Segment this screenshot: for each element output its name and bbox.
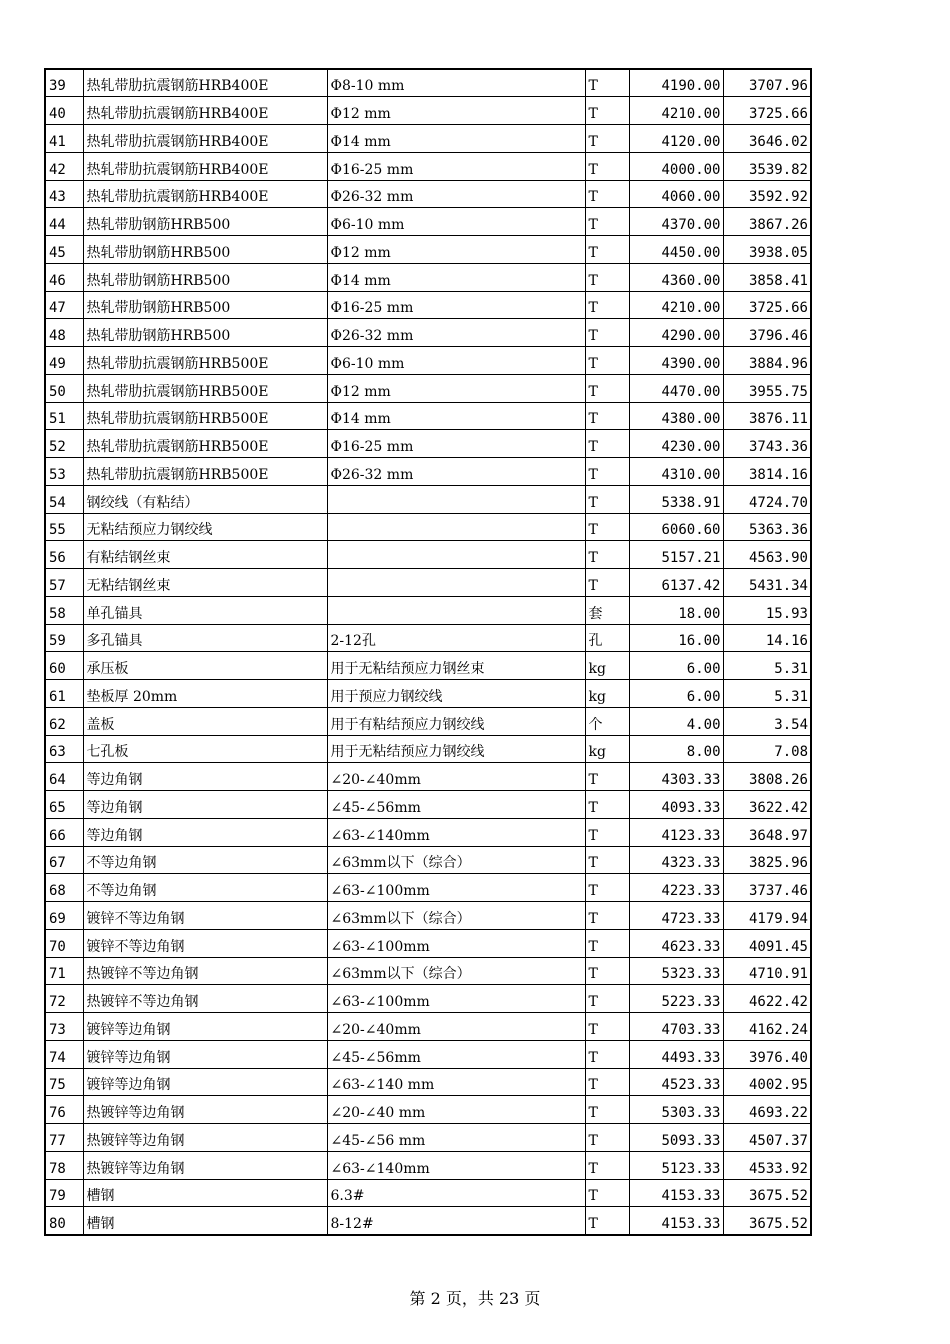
item-spec: ∠63-∠140mm (327, 818, 585, 846)
item-unit: T (585, 1179, 629, 1207)
table-row (45, 97, 811, 125)
item-unit: T (585, 402, 629, 430)
item-unit: T (585, 347, 629, 375)
price-with-tax: 4493.33 (629, 1040, 723, 1068)
item-spec: Φ16-25 mm (327, 430, 585, 458)
price-without-tax: 3539.82 (723, 152, 811, 180)
row-number: 47 (45, 291, 83, 319)
item-spec: ∠63-∠100mm (327, 985, 585, 1013)
price-without-tax: 4179.94 (723, 902, 811, 930)
row-number: 43 (45, 180, 83, 208)
item-name: 无粘结预应力钢绞线 (83, 513, 327, 541)
price-without-tax: 5363.36 (723, 513, 811, 541)
item-spec: 8-12# (327, 1207, 585, 1235)
item-spec: Φ12 mm (327, 236, 585, 264)
item-unit: T (585, 1207, 629, 1235)
price-without-tax: 4533.92 (723, 1151, 811, 1179)
item-spec: ∠45-∠56 mm (327, 1124, 585, 1152)
price-without-tax: 3592.92 (723, 180, 811, 208)
price-without-tax: 3938.05 (723, 236, 811, 264)
item-spec: 6.3# (327, 1179, 585, 1207)
price-with-tax: 5093.33 (629, 1124, 723, 1152)
table-row (45, 846, 811, 874)
price-without-tax: 4563.90 (723, 541, 811, 569)
row-number: 44 (45, 208, 83, 236)
price-with-tax: 4723.33 (629, 902, 723, 930)
item-unit: T (585, 236, 629, 264)
row-number: 53 (45, 458, 83, 486)
table-row (45, 347, 811, 375)
price-with-tax: 18.00 (629, 596, 723, 624)
price-without-tax: 3725.66 (723, 97, 811, 125)
item-unit: T (585, 1096, 629, 1124)
item-unit: T (585, 1068, 629, 1096)
price-with-tax: 4153.33 (629, 1179, 723, 1207)
price-without-tax: 3976.40 (723, 1040, 811, 1068)
item-unit: T (585, 458, 629, 486)
item-name: 热轧带肋抗震钢筋HRB400E (83, 69, 327, 97)
item-spec: Φ6-10 mm (327, 208, 585, 236)
item-spec: Φ26-32 mm (327, 319, 585, 347)
table-row (45, 735, 811, 763)
item-unit: T (585, 791, 629, 819)
table-row (45, 1068, 811, 1096)
item-name: 不等边角钢 (83, 846, 327, 874)
price-with-tax: 4323.33 (629, 846, 723, 874)
item-name: 热镀锌等边角钢 (83, 1124, 327, 1152)
item-name: 热镀锌等边角钢 (83, 1151, 327, 1179)
row-number: 57 (45, 569, 83, 597)
item-unit: T (585, 374, 629, 402)
price-with-tax: 4120.00 (629, 125, 723, 153)
price-without-tax: 3646.02 (723, 125, 811, 153)
item-name: 热镀锌等边角钢 (83, 1096, 327, 1124)
item-name: 热轧带肋抗震钢筋HRB400E (83, 125, 327, 153)
item-spec: ∠20-∠40mm (327, 1013, 585, 1041)
item-name: 垫板厚 20mm (83, 680, 327, 708)
row-number: 80 (45, 1207, 83, 1235)
item-unit: T (585, 513, 629, 541)
row-number: 61 (45, 680, 83, 708)
table-row (45, 985, 811, 1013)
item-spec (327, 513, 585, 541)
price-with-tax: 4230.00 (629, 430, 723, 458)
item-name: 单孔锚具 (83, 596, 327, 624)
price-with-tax: 6.00 (629, 652, 723, 680)
item-name: 承压板 (83, 652, 327, 680)
item-spec: Φ26-32 mm (327, 458, 585, 486)
price-with-tax: 4360.00 (629, 263, 723, 291)
row-number: 60 (45, 652, 83, 680)
item-unit: kg (585, 680, 629, 708)
item-spec (327, 485, 585, 513)
table-row (45, 652, 811, 680)
item-name: 七孔板 (83, 735, 327, 763)
price-without-tax: 3796.46 (723, 319, 811, 347)
item-unit: 个 (585, 707, 629, 735)
item-name: 有粘结钢丝束 (83, 541, 327, 569)
item-unit: T (585, 180, 629, 208)
item-spec: Φ26-32 mm (327, 180, 585, 208)
item-name: 等边角钢 (83, 818, 327, 846)
price-without-tax: 7.08 (723, 735, 811, 763)
row-number: 46 (45, 263, 83, 291)
price-with-tax: 4703.33 (629, 1013, 723, 1041)
item-name: 镀锌等边角钢 (83, 1040, 327, 1068)
price-table (44, 68, 812, 1236)
item-spec: Φ16-25 mm (327, 291, 585, 319)
row-number: 59 (45, 624, 83, 652)
row-number: 50 (45, 374, 83, 402)
table-row (45, 902, 811, 930)
price-without-tax: 4693.22 (723, 1096, 811, 1124)
item-unit: T (585, 763, 629, 791)
item-name: 不等边角钢 (83, 874, 327, 902)
price-with-tax: 4470.00 (629, 374, 723, 402)
item-name: 热轧带肋抗震钢筋HRB400E (83, 97, 327, 125)
price-with-tax: 5303.33 (629, 1096, 723, 1124)
item-spec: 用于有粘结预应力钢绞线 (327, 707, 585, 735)
item-unit: T (585, 541, 629, 569)
row-number: 58 (45, 596, 83, 624)
item-unit: T (585, 1040, 629, 1068)
item-unit: T (585, 125, 629, 153)
item-spec: Φ6-10 mm (327, 347, 585, 375)
item-name: 热轧带肋钢筋HRB500 (83, 236, 327, 264)
table-row (45, 430, 811, 458)
price-with-tax: 4390.00 (629, 347, 723, 375)
item-name: 镀锌等边角钢 (83, 1068, 327, 1096)
price-without-tax: 4622.42 (723, 985, 811, 1013)
table-row (45, 402, 811, 430)
item-unit: T (585, 902, 629, 930)
row-number: 48 (45, 319, 83, 347)
row-number: 68 (45, 874, 83, 902)
table-row (45, 1124, 811, 1152)
item-unit: T (585, 846, 629, 874)
item-name: 热轧带肋钢筋HRB500 (83, 291, 327, 319)
item-name: 无粘结钢丝束 (83, 569, 327, 597)
item-spec: Φ14 mm (327, 125, 585, 153)
price-without-tax: 3.54 (723, 707, 811, 735)
table-row (45, 1151, 811, 1179)
item-name: 等边角钢 (83, 791, 327, 819)
table-row (45, 680, 811, 708)
item-unit: T (585, 319, 629, 347)
row-number: 49 (45, 347, 83, 375)
item-name: 盖板 (83, 707, 327, 735)
row-number: 62 (45, 707, 83, 735)
item-spec: ∠45-∠56mm (327, 791, 585, 819)
item-spec: ∠63-∠140 mm (327, 1068, 585, 1096)
item-name: 热轧带肋抗震钢筋HRB500E (83, 347, 327, 375)
row-number: 76 (45, 1096, 83, 1124)
item-name: 镀锌等边角钢 (83, 1013, 327, 1041)
row-number: 70 (45, 929, 83, 957)
item-name: 镀锌不等边角钢 (83, 902, 327, 930)
price-with-tax: 4223.33 (629, 874, 723, 902)
table-row (45, 763, 811, 791)
row-number: 69 (45, 902, 83, 930)
item-name: 等边角钢 (83, 763, 327, 791)
row-number: 51 (45, 402, 83, 430)
page-footer: 第 2 页，共 23 页 (409, 1289, 541, 1308)
item-unit: T (585, 1151, 629, 1179)
row-number: 45 (45, 236, 83, 264)
price-without-tax: 3867.26 (723, 208, 811, 236)
item-unit: kg (585, 735, 629, 763)
row-number: 52 (45, 430, 83, 458)
price-without-tax: 3743.36 (723, 430, 811, 458)
table-row (45, 1179, 811, 1207)
item-unit: T (585, 1124, 629, 1152)
price-without-tax: 4162.24 (723, 1013, 811, 1041)
price-with-tax: 4370.00 (629, 208, 723, 236)
row-number: 54 (45, 485, 83, 513)
price-without-tax: 3858.41 (723, 263, 811, 291)
price-without-tax: 3825.96 (723, 846, 811, 874)
item-name: 热轧带肋抗震钢筋HRB400E (83, 180, 327, 208)
item-spec: ∠45-∠56mm (327, 1040, 585, 1068)
row-number: 56 (45, 541, 83, 569)
item-spec (327, 569, 585, 597)
item-spec: 用于无粘结预应力钢绞线 (327, 735, 585, 763)
price-with-tax: 4210.00 (629, 97, 723, 125)
price-with-tax: 16.00 (629, 624, 723, 652)
price-without-tax: 15.93 (723, 596, 811, 624)
row-number: 72 (45, 985, 83, 1013)
price-without-tax: 4507.37 (723, 1124, 811, 1152)
price-with-tax: 4310.00 (629, 458, 723, 486)
price-with-tax: 4523.33 (629, 1068, 723, 1096)
item-unit: T (585, 208, 629, 236)
table-row (45, 624, 811, 652)
row-number: 42 (45, 152, 83, 180)
price-with-tax: 4623.33 (629, 929, 723, 957)
item-spec: Φ12 mm (327, 97, 585, 125)
row-number: 55 (45, 513, 83, 541)
item-name: 热轧带肋抗震钢筋HRB400E (83, 152, 327, 180)
price-without-tax: 3876.11 (723, 402, 811, 430)
item-spec: 用于预应力钢绞线 (327, 680, 585, 708)
price-with-tax: 6.00 (629, 680, 723, 708)
table-row (45, 180, 811, 208)
table-row (45, 513, 811, 541)
item-spec: ∠20-∠40 mm (327, 1096, 585, 1124)
row-number: 40 (45, 97, 83, 125)
table-row (45, 485, 811, 513)
price-with-tax: 6137.42 (629, 569, 723, 597)
table-row (45, 1207, 811, 1235)
table-row (45, 1040, 811, 1068)
row-number: 74 (45, 1040, 83, 1068)
price-without-tax: 5.31 (723, 680, 811, 708)
row-number: 65 (45, 791, 83, 819)
item-unit: T (585, 569, 629, 597)
price-without-tax: 5431.34 (723, 569, 811, 597)
price-without-tax: 3648.97 (723, 818, 811, 846)
row-number: 67 (45, 846, 83, 874)
price-with-tax: 8.00 (629, 735, 723, 763)
item-name: 热镀锌不等边角钢 (83, 957, 327, 985)
table-row (45, 125, 811, 153)
table-row (45, 957, 811, 985)
price-without-tax: 3707.96 (723, 69, 811, 97)
price-with-tax: 4123.33 (629, 818, 723, 846)
table-row (45, 263, 811, 291)
price-with-tax: 4380.00 (629, 402, 723, 430)
item-name: 多孔锚具 (83, 624, 327, 652)
price-without-tax: 5.31 (723, 652, 811, 680)
price-without-tax: 3622.42 (723, 791, 811, 819)
price-with-tax: 4.00 (629, 707, 723, 735)
item-name: 热轧带肋抗震钢筋HRB500E (83, 458, 327, 486)
table-row (45, 929, 811, 957)
item-unit: T (585, 957, 629, 985)
price-without-tax: 4710.91 (723, 957, 811, 985)
item-spec: Φ14 mm (327, 402, 585, 430)
item-unit: T (585, 485, 629, 513)
price-without-tax: 3884.96 (723, 347, 811, 375)
price-with-tax: 5323.33 (629, 957, 723, 985)
item-name: 镀锌不等边角钢 (83, 929, 327, 957)
table-row (45, 596, 811, 624)
table-row (45, 291, 811, 319)
price-with-tax: 4190.00 (629, 69, 723, 97)
row-number: 78 (45, 1151, 83, 1179)
price-with-tax: 4290.00 (629, 319, 723, 347)
row-number: 64 (45, 763, 83, 791)
item-spec: Φ16-25 mm (327, 152, 585, 180)
item-spec: ∠63-∠100mm (327, 874, 585, 902)
item-unit: T (585, 985, 629, 1013)
item-unit: kg (585, 652, 629, 680)
item-unit: T (585, 97, 629, 125)
row-number: 71 (45, 957, 83, 985)
price-without-tax: 4091.45 (723, 929, 811, 957)
item-unit: T (585, 152, 629, 180)
item-spec (327, 596, 585, 624)
price-with-tax: 4000.00 (629, 152, 723, 180)
price-without-tax: 3737.46 (723, 874, 811, 902)
item-unit: T (585, 1013, 629, 1041)
item-unit: 孔 (585, 624, 629, 652)
table-row (45, 707, 811, 735)
price-without-tax: 3808.26 (723, 763, 811, 791)
table-row (45, 208, 811, 236)
price-with-tax: 4450.00 (629, 236, 723, 264)
item-spec: ∠63mm以下（综合） (327, 902, 585, 930)
row-number: 63 (45, 735, 83, 763)
table-row (45, 374, 811, 402)
table-row (45, 458, 811, 486)
item-name: 钢绞线（有粘结） (83, 485, 327, 513)
price-without-tax: 4724.70 (723, 485, 811, 513)
price-without-tax: 3725.66 (723, 291, 811, 319)
table-row (45, 1096, 811, 1124)
table-row (45, 1013, 811, 1041)
item-spec: Φ14 mm (327, 263, 585, 291)
price-with-tax: 5338.91 (629, 485, 723, 513)
item-spec (327, 541, 585, 569)
item-name: 槽钢 (83, 1179, 327, 1207)
item-name: 热轧带肋抗震钢筋HRB500E (83, 374, 327, 402)
price-without-tax: 4002.95 (723, 1068, 811, 1096)
table-row (45, 541, 811, 569)
item-spec: ∠20-∠40mm (327, 763, 585, 791)
table-row (45, 69, 811, 97)
item-spec: 2-12孔 (327, 624, 585, 652)
row-number: 41 (45, 125, 83, 153)
table-row (45, 874, 811, 902)
price-table-body (45, 69, 811, 1235)
item-spec: ∠63mm以下（综合） (327, 957, 585, 985)
price-without-tax: 3675.52 (723, 1207, 811, 1235)
table-row (45, 569, 811, 597)
item-unit: T (585, 818, 629, 846)
item-unit: T (585, 291, 629, 319)
price-with-tax: 5157.21 (629, 541, 723, 569)
item-spec: Φ12 mm (327, 374, 585, 402)
row-number: 79 (45, 1179, 83, 1207)
item-name: 热轧带肋钢筋HRB500 (83, 208, 327, 236)
price-with-tax: 5223.33 (629, 985, 723, 1013)
item-unit: T (585, 430, 629, 458)
table-row (45, 152, 811, 180)
price-without-tax: 14.16 (723, 624, 811, 652)
table-row (45, 236, 811, 264)
row-number: 73 (45, 1013, 83, 1041)
price-with-tax: 4153.33 (629, 1207, 723, 1235)
item-unit: T (585, 69, 629, 97)
table-row (45, 791, 811, 819)
item-unit: T (585, 929, 629, 957)
table-row (45, 319, 811, 347)
item-name: 热轧带肋钢筋HRB500 (83, 263, 327, 291)
price-with-tax: 4060.00 (629, 180, 723, 208)
row-number: 66 (45, 818, 83, 846)
item-unit: T (585, 263, 629, 291)
item-spec: ∠63mm以下（综合） (327, 846, 585, 874)
row-number: 39 (45, 69, 83, 97)
price-with-tax: 4210.00 (629, 291, 723, 319)
price-with-tax: 5123.33 (629, 1151, 723, 1179)
row-number: 75 (45, 1068, 83, 1096)
price-with-tax: 6060.60 (629, 513, 723, 541)
row-number: 77 (45, 1124, 83, 1152)
item-name: 槽钢 (83, 1207, 327, 1235)
item-name: 热轧带肋抗震钢筋HRB500E (83, 430, 327, 458)
item-spec: ∠63-∠140mm (327, 1151, 585, 1179)
price-without-tax: 3675.52 (723, 1179, 811, 1207)
price-with-tax: 4093.33 (629, 791, 723, 819)
item-name: 热轧带肋抗震钢筋HRB500E (83, 402, 327, 430)
price-with-tax: 4303.33 (629, 763, 723, 791)
item-spec: 用于无粘结预应力钢丝束 (327, 652, 585, 680)
item-name: 热镀锌不等边角钢 (83, 985, 327, 1013)
price-without-tax: 3955.75 (723, 374, 811, 402)
item-name: 热轧带肋钢筋HRB500 (83, 319, 327, 347)
item-spec: Φ8-10 mm (327, 69, 585, 97)
item-unit: 套 (585, 596, 629, 624)
price-without-tax: 3814.16 (723, 458, 811, 486)
table-row (45, 818, 811, 846)
item-unit: T (585, 874, 629, 902)
item-spec: ∠63-∠100mm (327, 929, 585, 957)
